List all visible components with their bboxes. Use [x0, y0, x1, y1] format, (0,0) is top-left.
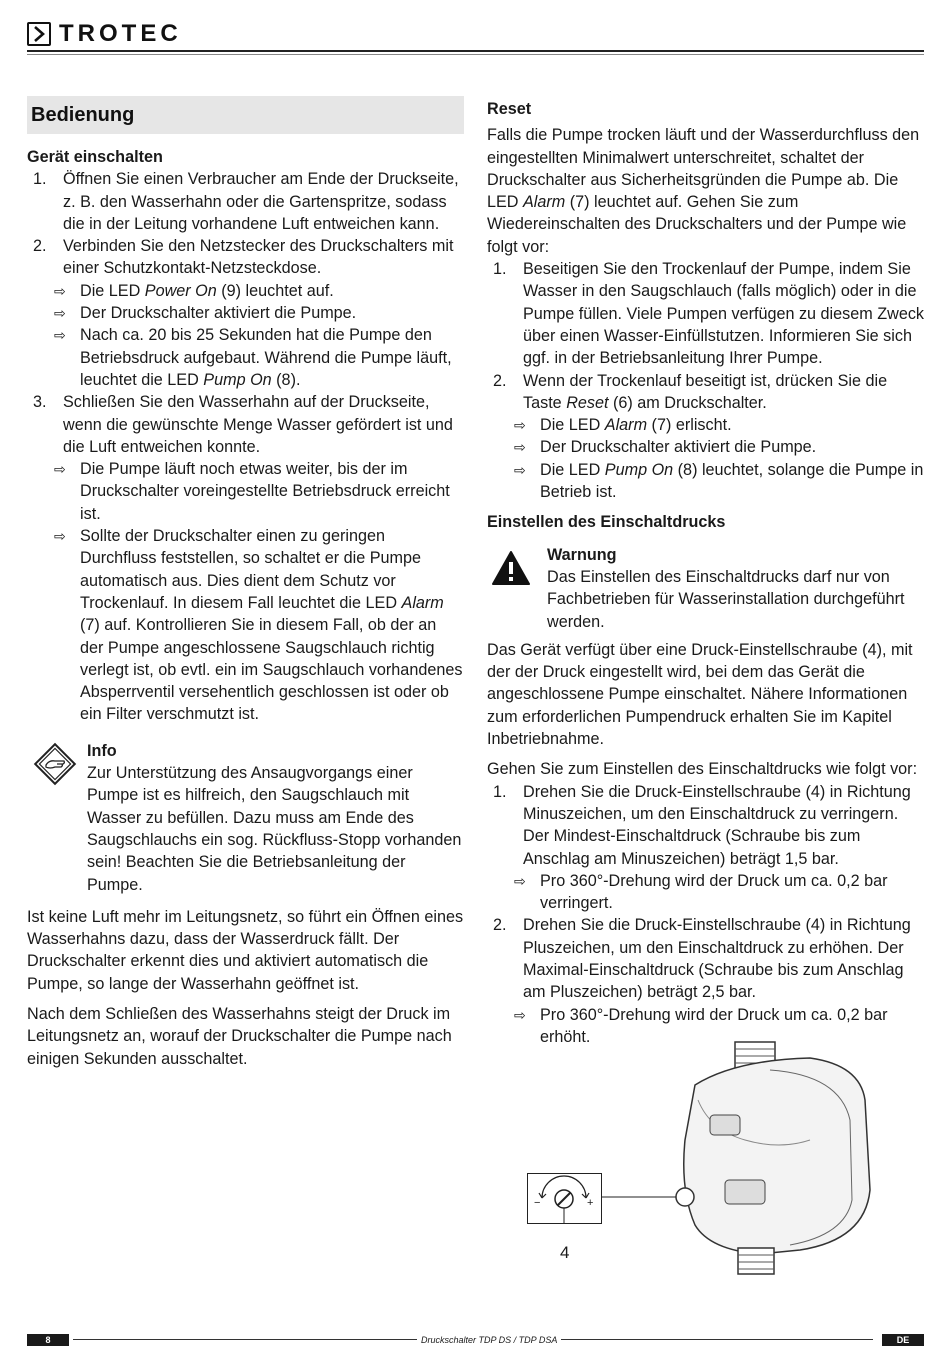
- result-text: Die LED Power On (9) leuchtet auf.: [80, 281, 334, 300]
- result-arrow-icon: ⇨: [54, 528, 66, 545]
- result-text: Die LED Pump On (8) leuchtet, solange die Pumpe in Betrieb ist.: [540, 460, 924, 502]
- result-item: [27, 525, 464, 726]
- item-number: 1.: [493, 782, 507, 801]
- result-text: Nach ca. 20 bis 25 Sekunden hat die Pumpe den Betriebsdruck aufgebaut. Während die Pumpe läuft, leuchtet die LED Pump On (8).: [80, 326, 452, 389]
- header-rule-thin: [27, 54, 924, 55]
- pressure-switch-illustration: [520, 1040, 900, 1300]
- list-item: [27, 168, 464, 235]
- result-arrow-icon: ⇨: [54, 305, 66, 322]
- brand-logo: [27, 22, 182, 46]
- result-item: [27, 280, 464, 302]
- item-number: 1.: [493, 260, 507, 279]
- result-arrow-icon: ⇨: [514, 872, 526, 889]
- subheading-adjust: Einstellen des Einschaltdrucks: [487, 513, 726, 532]
- item-number: 2.: [33, 237, 47, 256]
- paragraph: Nach dem Schließen des Wasserhahns steigt der Druck im Leitungsnetz an, worauf der Druckschalter die Pumpe nach einigen Sekunden ausschaltet.: [27, 1004, 452, 1068]
- item-text: Verbinden Sie den Netzstecker des Druckschalters mit einer Schutzkontakt-Netzsteckdose.: [63, 237, 454, 278]
- list-item: [487, 914, 927, 1003]
- document-title: Druckschalter TDP DS / TDP DSA: [417, 1334, 561, 1346]
- info-note: [27, 740, 464, 896]
- list-item: [487, 781, 927, 870]
- warning-icon: [487, 544, 547, 633]
- list-item: [27, 391, 464, 458]
- section-title: Bedienung: [27, 96, 464, 134]
- item-number: 2.: [493, 371, 507, 390]
- paragraph: Gehen Sie zum Einstellen des Einschaltdrucks wie folgt vor:: [487, 760, 918, 779]
- chevron-logo-icon: [27, 22, 51, 46]
- page-footer: [27, 1334, 924, 1346]
- result-arrow-icon: ⇨: [514, 1006, 526, 1023]
- result-arrow-icon: ⇨: [514, 439, 526, 456]
- language-code: DE: [882, 1334, 924, 1346]
- page-header: [27, 18, 924, 58]
- left-column: [27, 96, 464, 1070]
- item-number: 2.: [493, 916, 507, 935]
- info-hand-icon: [27, 740, 87, 896]
- result-item: [27, 458, 464, 525]
- subheading-switch-on: Gerät einschalten: [27, 148, 163, 166]
- warning-title: Warnung: [547, 545, 617, 564]
- list-item: [487, 370, 927, 415]
- result-item: [487, 436, 927, 458]
- list-item: [27, 235, 464, 280]
- right-column: [487, 96, 927, 1048]
- callout-number: 4: [560, 1243, 570, 1262]
- result-item: [487, 414, 927, 436]
- item-text: Wenn der Trockenlauf beseitigt ist, drücken Sie die Taste Reset (6) am Druckschalter.: [523, 371, 888, 412]
- paragraph: Falls die Pumpe trocken läuft und der Wasserdurchfluss den eingestellten Minimalwert unterschreitet, schaltet der Druckschalter aus Sicherheitsgründen die Pumpe ab. Die LED Alarm (7) leuchtet auf. Gehen Sie zum Wiedereinschalten des Druckschalters und der Pumpe wie folgt vor:: [487, 126, 920, 256]
- plus-sign: +: [587, 1197, 594, 1209]
- list-item: [487, 258, 927, 369]
- result-text: Die Pumpe läuft noch etwas weiter, bis der im Druckschalter voreingestellte Betriebsdruck erreicht ist.: [80, 460, 450, 523]
- result-item: [27, 302, 464, 324]
- info-title: Info: [87, 741, 117, 760]
- info-text: Zur Unterstützung des Ansaugvorgangs einer Pumpe ist es hilfreich, den Saugschlauch mit Wasser zu befüllen. Dazu muss am Ende des Saugschlauchs ein sog. Rückfluss-Stopp vorhanden sein! Beachten Sie die Betriebsanleitung der Pumpe.: [87, 764, 462, 894]
- result-item: [487, 459, 927, 504]
- result-text: Sollte der Druckschalter einen zu geringen Durchfluss feststellen, so schaltet er die Pumpe automatisch aus. Dies dient dem Schutz vor Trockenlauf. In diesem Fall leuchtet die LED Alarm (7) auf. Kontrollieren Sie in diesem Fall, ob der an der Pumpe angeschlossene Saugschlauch richtig verlegt ist, ob evtl. ein im Saugschlauch vorhandenes Absperrventil versehentlich geschlossen ist oder ob ein Filter verschmutzt ist.: [80, 527, 463, 724]
- warning-text: Das Einstellen des Einschaltdrucks darf nur von Fachbetrieben für Wasserinstallation durchgeführt werden.: [547, 567, 905, 631]
- result-text: Die LED Alarm (7) erlischt.: [540, 416, 732, 435]
- result-arrow-icon: ⇨: [514, 461, 526, 478]
- item-text: Drehen Sie die Druck-Einstellschraube (4) in Richtung Pluszeichen, um den Einschaltdruck zu erhöhen. Der Maximal-Einschaltdruck (Schraube bis zum Anschlag am Pluszeichen) beträgt 2,5 bar.: [523, 916, 911, 1002]
- result-arrow-icon: ⇨: [514, 417, 526, 434]
- result-item: [487, 870, 927, 915]
- result-text: Der Druckschalter aktiviert die Pumpe.: [80, 304, 357, 323]
- result-item: [27, 324, 464, 391]
- page-number: 8: [27, 1334, 69, 1346]
- item-number: 1.: [33, 170, 47, 189]
- item-text: Öffnen Sie einen Verbraucher am Ende der Druckseite, z. B. den Wasserhahn oder die Gartenspritze, sodass die in der Leitung vorhandene Luft entweichen kann.: [63, 170, 459, 233]
- subheading-reset: Reset: [487, 100, 532, 118]
- result-arrow-icon: ⇨: [54, 282, 66, 299]
- minus-sign: −: [534, 1197, 541, 1209]
- item-text: Drehen Sie die Druck-Einstellschraube (4) in Richtung Minuszeichen, um den Einschaltdruck zu verringern. Der Mindest-Einschaltdruck (Schraube bis zum Anschlag am Minuszeichen) beträgt 1,5 bar.: [523, 782, 911, 868]
- result-arrow-icon: ⇨: [54, 461, 66, 478]
- item-number: 3.: [33, 393, 47, 412]
- pressure-switch-figure: [520, 1040, 900, 1300]
- result-text: Pro 360°-Drehung wird der Druck um ca. 0,2 bar erhöht.: [540, 1005, 888, 1046]
- paragraph: Ist keine Luft mehr im Leitungsnetz, so führt ein Öffnen eines Wasserhahns dazu, dass der Wasserdruck fällt. Der Druckschalter erkennt dies und aktiviert automatisch die Pumpe, so lange der Wasserhahn geöffnet ist.: [27, 907, 464, 993]
- item-text: Schließen Sie den Wasserhahn auf der Druckseite, wenn die gewünschte Menge Wasser gefördert ist und die Luft entweichen konnte.: [63, 393, 453, 456]
- item-text: Beseitigen Sie den Trockenlauf der Pumpe, indem Sie Wasser in den Saugschlauch (falls möglich) oder in die Pumpe füllen. Viele Pumpen verfügen zu diesem Zweck über einen Wasser-Einfüllstutzen. Informieren Sie sich ggf. in der Betriebsanleitung Ihrer Pumpe.: [523, 260, 925, 368]
- result-text: Der Druckschalter aktiviert die Pumpe.: [540, 438, 817, 457]
- adjust-screw-callout: [527, 1173, 602, 1224]
- header-rule: [27, 50, 924, 52]
- result-arrow-icon: ⇨: [54, 327, 66, 344]
- result-text: Pro 360°-Drehung wird der Druck um ca. 0,2 bar verringert.: [540, 871, 888, 913]
- warning-note: [487, 544, 927, 633]
- paragraph: Das Gerät verfügt über eine Druck-Einstellschraube (4), mit der der Druck eingestellt wird, bei dem das Gerät die angeschlossene Pumpe einschaltet. Nähere Informationen zum erforderlichen Pumpendruck erhalten Sie im Kapitel Inbetriebnahme.: [487, 640, 913, 749]
- brand-name: TROTEC: [59, 20, 182, 47]
